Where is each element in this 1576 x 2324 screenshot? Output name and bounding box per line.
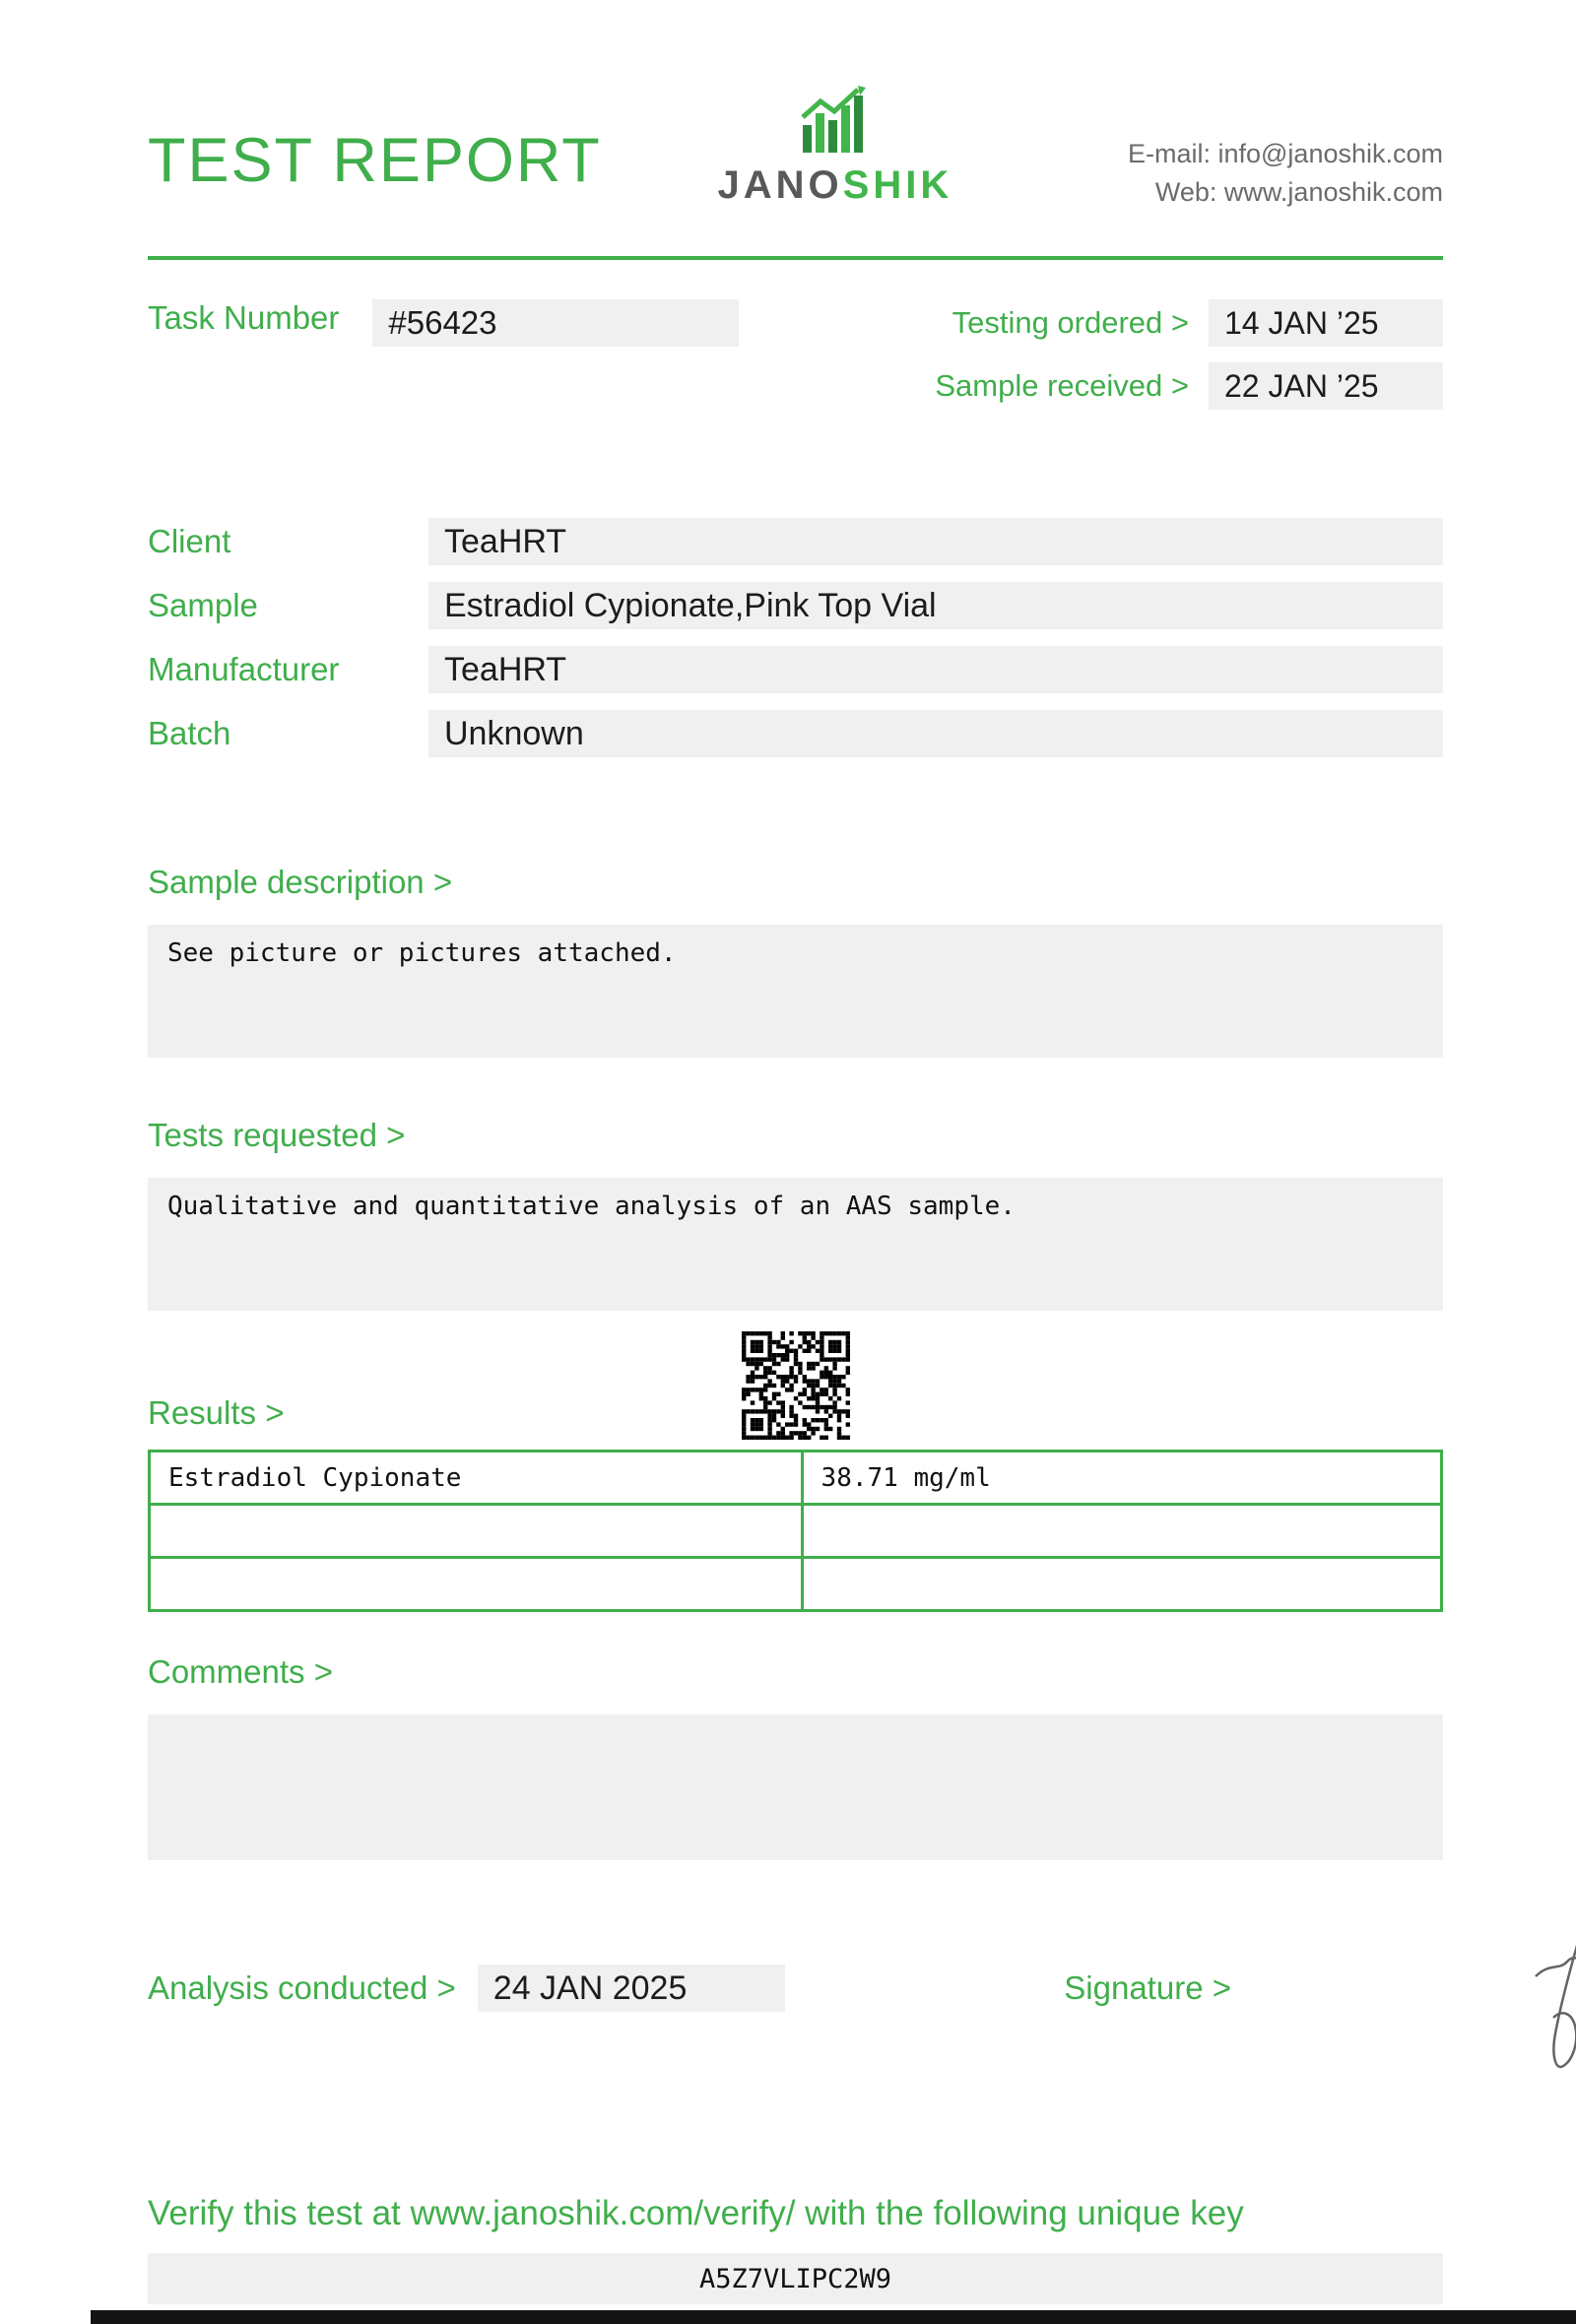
sample-received-value: 22 JAN ’25 (1209, 362, 1443, 410)
task-number-value: #56423 (372, 299, 739, 347)
amount-cell (802, 1558, 1441, 1611)
dates-block (935, 299, 1443, 410)
janoshik-logo (718, 86, 953, 208)
report-header (148, 84, 1443, 212)
results-row-3 (150, 1558, 1442, 1611)
testing-ordered-value: 14 JAN ’25 (1209, 299, 1443, 347)
detail-row-manufacturer (148, 646, 1443, 693)
logo-wordmark (718, 163, 953, 208)
detail-row-client (148, 518, 1443, 565)
verify-key: A5Z7VLIPC2W9 (148, 2253, 1443, 2304)
sample-value: Estradiol Cypionate,Pink Top Vial (428, 582, 1443, 629)
batch-label: Batch (148, 715, 231, 752)
analysis-conducted-row (148, 1965, 785, 2012)
substance-cell: Estradiol Cypionate (150, 1452, 803, 1505)
amount-cell: 38.71 mg/ml (802, 1452, 1441, 1505)
comments-box (148, 1714, 1443, 1860)
detail-row-sample (148, 582, 1443, 629)
results-header (148, 1326, 1443, 1440)
details-section (148, 518, 1443, 757)
task-section (148, 299, 1443, 410)
analysis-signature-row (148, 1965, 1443, 2012)
comments-heading: Comments > (148, 1653, 333, 1691)
results-row-1 (150, 1452, 1442, 1505)
green-divider (148, 256, 1443, 260)
email-value: info@janoshik.com (1217, 139, 1443, 168)
signature-icon (1512, 1807, 1576, 2088)
contact-info (1128, 135, 1443, 212)
batch-value: Unknown (428, 710, 1443, 757)
sample-received-label: Sample received > (935, 368, 1189, 404)
testing-ordered-label: Testing ordered > (952, 305, 1189, 341)
substance-cell (150, 1558, 803, 1611)
bottom-bar (91, 2310, 1576, 2324)
analysis-conducted-label: Analysis conducted > (148, 1969, 456, 2006)
logo-text-shik: SHIK (842, 163, 953, 207)
testing-ordered-row (935, 299, 1443, 347)
web-label: Web: (1154, 177, 1217, 208)
manufacturer-value: TeaHRT (428, 646, 1443, 693)
client-label: Client (148, 523, 231, 560)
email-label: E-mail: (1127, 139, 1211, 168)
tests-requested-box: Qualitative and quantitative analysis of an AAS sample. (148, 1178, 1443, 1311)
web-line (1128, 173, 1443, 212)
sample-description-heading: Sample description > (148, 864, 453, 901)
signature-area (1064, 1969, 1443, 2007)
sample-description-box: See picture or pictures attached. (148, 925, 1443, 1058)
web-value: www.janoshik.com (1223, 177, 1443, 208)
tests-requested-heading: Tests requested > (148, 1117, 406, 1154)
analysis-date-value: 24 JAN 2025 (478, 1965, 785, 2012)
bar-chart-logo-icon (795, 86, 876, 161)
comments-section (148, 1653, 1443, 1860)
sample-label: Sample (148, 587, 258, 624)
qr-code-icon (742, 1331, 850, 1440)
substance-cell (150, 1505, 803, 1558)
client-value: TeaHRT (428, 518, 1443, 565)
verify-text: Verify this test at www.janoshik.com/verify/ with the following unique key (148, 2194, 1244, 2232)
manufacturer-label: Manufacturer (148, 651, 340, 688)
email-line (1128, 135, 1443, 173)
sample-received-row (935, 362, 1443, 410)
report-title: TEST REPORT (148, 126, 602, 195)
results-row-2 (150, 1505, 1442, 1558)
logo-text-jano: JANO (717, 163, 843, 207)
results-table (148, 1450, 1443, 1612)
sample-description-section (148, 864, 1443, 1058)
amount-cell (802, 1505, 1441, 1558)
results-heading: Results > (148, 1394, 285, 1432)
task-number-label: Task Number (148, 299, 340, 337)
detail-row-batch (148, 710, 1443, 757)
task-number-row (148, 299, 739, 410)
signature-label: Signature > (1064, 1969, 1231, 2006)
tests-requested-section (148, 1117, 1443, 1311)
